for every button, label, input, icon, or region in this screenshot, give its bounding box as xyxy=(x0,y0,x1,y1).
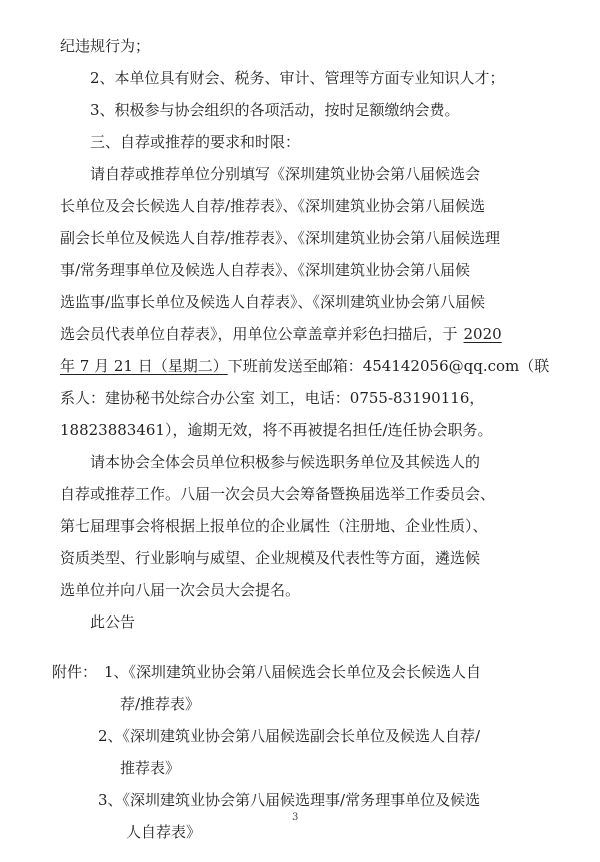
attachment-item: 1、《深圳建筑业协会第八届候选会长单位及会长候选人自 xyxy=(104,663,482,681)
attachment-item: 2、《深圳建筑业协会第八届候选副会长单位及候选人自荐/ xyxy=(98,727,481,745)
contact-line: 系人：建协秘书处综合办公室 刘工，电话：0755-83190116， xyxy=(60,389,485,407)
body-line: 选单位并向八届一次会员大会提名。 xyxy=(60,581,301,599)
body-line: 选监事/监事长单位及候选人自荐表》、《深圳建筑业协会第八届候 xyxy=(60,293,486,311)
body-line: 长单位及会长候选人自荐/推荐表》、《深圳建筑业协会第八届候选 xyxy=(60,197,486,215)
closing-text: 此公告 xyxy=(90,613,136,631)
condition-3: 3、积极参与协会组织的各项活动，按时足额缴纳会费。 xyxy=(90,101,460,119)
attachment-item-cont: 人自荐表》 xyxy=(126,823,202,841)
contact-line: 18823883461），逾期无效，将不再被提名担任/连任协会职务。 xyxy=(60,421,493,439)
attachment-item: 3、《深圳建筑业协会第八届候选理事/常务理事单位及候选 xyxy=(98,791,481,809)
email-text: 下班前发送至邮箱：454142056@qq.com（联 xyxy=(227,357,550,375)
body-line: 资质类型、行业影响与威望、企业规模及代表性等方面，遴选候 xyxy=(60,549,481,567)
attachment-item-cont: 推荐表》 xyxy=(120,759,181,777)
body-line xyxy=(60,324,502,344)
body-line xyxy=(60,356,549,376)
attachment-item-cont: 荐/推荐表》 xyxy=(120,695,201,713)
body-line: 副会长单位及候选人自荐/推荐表》、《深圳建筑业协会第八届候选理 xyxy=(60,229,501,247)
body-line: 请自荐或推荐单位分别填写《深圳建筑业协会第八届候选会 xyxy=(90,165,481,183)
body-line: 请本协会全体会员单位积极参与候选职务单位及其候选人的 xyxy=(90,453,481,471)
attachments-label: 附件： xyxy=(52,663,98,681)
body-line: 自荐或推荐工作。八届一次会员大会筹备暨换届选举工作委员会、 xyxy=(60,485,496,503)
body-line: 第七届理事会将根据上报单位的企业属性（注册地、企业性质）、 xyxy=(60,517,488,535)
deadline-date: 年 7 月 21 日（星期二） xyxy=(60,357,228,375)
body-line: 事/常务理事单位及候选人自荐表》、《深圳建筑业协会第八届候 xyxy=(60,261,471,279)
section-heading: 三、自荐或推荐的要求和时限： xyxy=(90,133,301,151)
body-text: 选会员代表单位自荐表》，用单位公章盖章并彩色扫描后，于 xyxy=(60,325,458,343)
page-number: 3 xyxy=(292,812,299,823)
body-line: 纪违规行为； xyxy=(60,37,151,55)
condition-2: 2、本单位具有财会、税务、审计、管理等方面专业知识人才； xyxy=(90,69,505,87)
deadline-year: 2020 xyxy=(463,325,502,343)
